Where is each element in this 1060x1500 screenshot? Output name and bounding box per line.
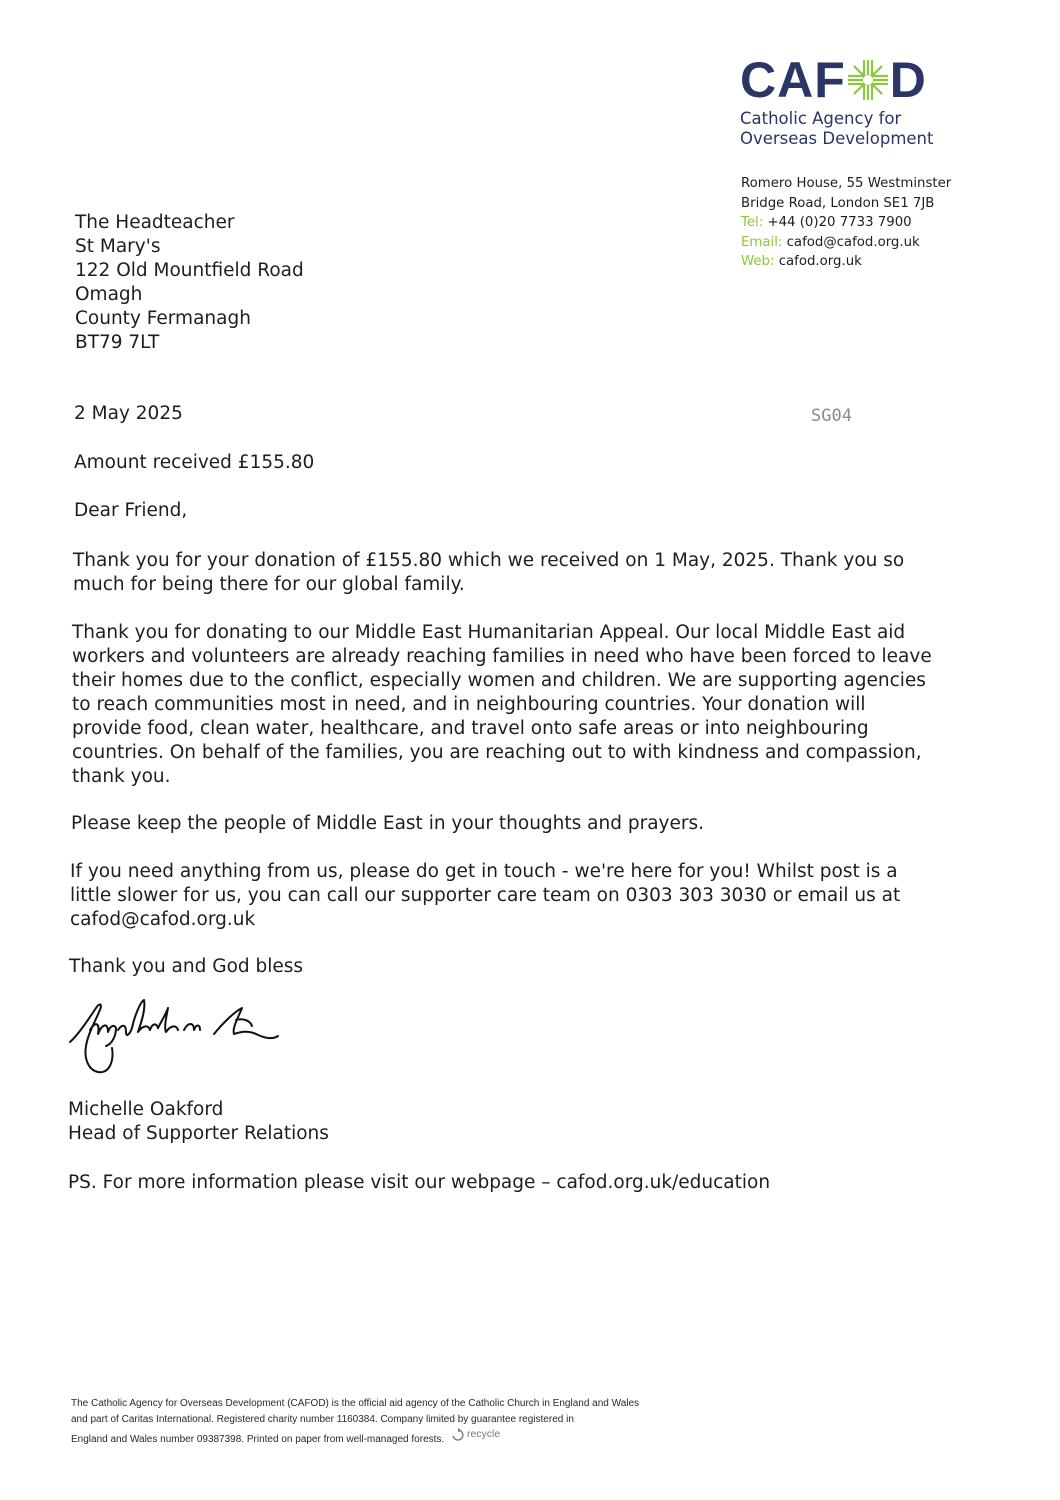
recycle-label: recycle [466, 1428, 501, 1440]
reference-code: SG04 [811, 406, 852, 426]
paragraph-line: Thank you for your donation of £155.80 which we received on 1 May, 2025. Thank you so [73, 550, 905, 571]
paragraph-line: workers and volunteers are already reaching families in need who have been forced to leave [72, 646, 932, 667]
recipient-line: Omagh [75, 284, 143, 305]
tel-label: Tel: [741, 215, 764, 230]
cross-icon [847, 59, 889, 101]
paragraph-prayers: Please keep the people of Middle East in your thoughts and prayers. [71, 813, 705, 834]
salutation: Dear Friend, [74, 500, 188, 521]
paragraph-line: little slower for us, you can call our supporter care team on 0303 303 3030 or email us at [70, 885, 901, 906]
letter-date: 2 May 2025 [74, 403, 183, 424]
recipient-line: 122 Old Mountfield Road [75, 260, 304, 281]
amount-received: Amount received £155.80 [74, 452, 315, 473]
footer-line: and part of Caritas International. Registered charity number 1160384. Company limited by guarantee registered in [71, 1413, 574, 1425]
org-name-line: Catholic Agency for [740, 109, 902, 128]
recipient-line: The Headteacher [75, 212, 235, 233]
paragraph-line: to reach communities most in need, and in neighbouring countries. Your donation will [72, 694, 866, 715]
paragraph-line: provide food, clean water, healthcare, and travel onto safe areas or into neighbouring [72, 718, 869, 739]
org-address [741, 174, 951, 272]
logo-text-left: CAF [740, 52, 846, 108]
paragraph-line: Thank you for donating to our Middle East Humanitarian Appeal. Our local Middle East aid [72, 622, 906, 643]
postscript: PS. For more information please visit our webpage – cafod.org.uk/education [68, 1172, 771, 1193]
paragraph-line: If you need anything from us, please do get in touch - we're here for you! Whilst post is a [70, 861, 898, 882]
logo-wordmark [740, 52, 970, 108]
recipient-line: BT79 7LT [75, 332, 160, 353]
org-email [741, 233, 951, 253]
address-line: Romero House, 55 Westminster [741, 176, 952, 191]
org-name-line: Overseas Development [740, 129, 934, 148]
footer-line: The Catholic Agency for Overseas Development (CAFOD) is the official aid agency of the Catholic Church in England and Wales [71, 1398, 640, 1409]
org-tel [741, 213, 951, 233]
paragraph-line: thank you. [72, 766, 171, 787]
address-line: Bridge Road, London SE1 7JB [741, 195, 935, 211]
closing: Thank you and God bless [69, 956, 304, 977]
recycle-icon [450, 1428, 466, 1442]
signer-title: Head of Supporter Relations [68, 1123, 329, 1144]
paragraph-line: countries. On behalf of the families, you are reaching out to with kindness and compassion, [72, 742, 922, 763]
handwritten-signature [66, 990, 286, 1080]
paragraph-thanks [73, 549, 904, 597]
paragraph-appeal [72, 621, 932, 789]
recipient-line: County Fermanagh [75, 308, 251, 329]
paragraph-contact [70, 860, 900, 932]
footer-legal [71, 1396, 711, 1447]
signer-block [68, 1098, 329, 1146]
org-full-name [740, 109, 970, 149]
web-label: Web: [741, 254, 775, 269]
email-label: Email: [741, 234, 783, 250]
cafod-logo [740, 52, 970, 149]
logo-text-right: D [889, 52, 927, 108]
footer-line-with-recycle [71, 1427, 711, 1447]
org-web [741, 252, 951, 272]
footer-line: England and Wales number 09387398. Printed on paper from well-managed forests. [71, 1433, 445, 1445]
paragraph-line: cafod@cafod.org.uk [70, 909, 256, 930]
tel-value: +44 (0)20 7733 7900 [767, 215, 912, 230]
paragraph-line: much for being there for our global family. [73, 574, 465, 595]
paragraph-line: their homes due to the conflict, especially women and children. We are supporting agencies [72, 670, 926, 691]
recipient-address [75, 211, 304, 355]
recycle-mark [450, 1427, 500, 1443]
email-value: cafod@cafod.org.uk [786, 234, 920, 250]
signer-name: Michelle Oakford [68, 1099, 224, 1120]
recipient-line: St Mary's [75, 236, 161, 257]
web-value: cafod.org.uk [778, 254, 862, 269]
